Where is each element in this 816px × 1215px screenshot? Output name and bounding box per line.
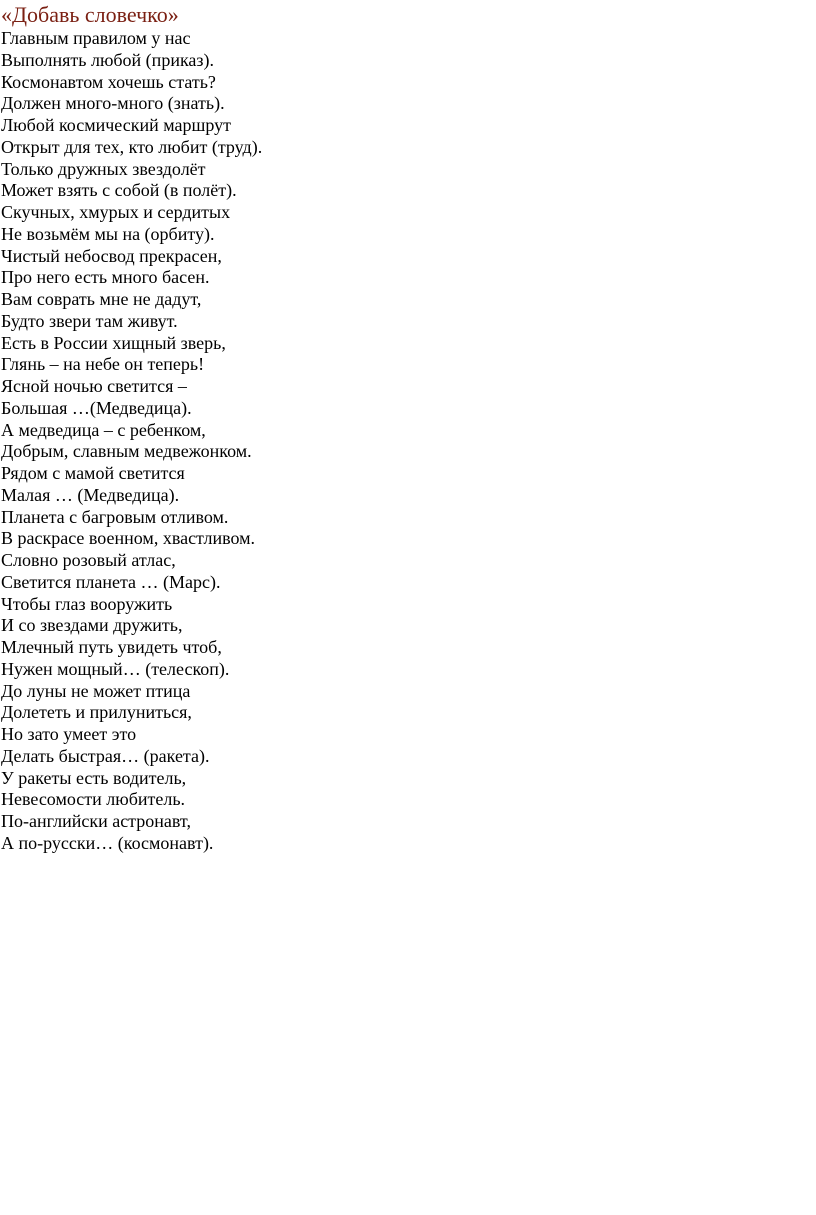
poem-line: Любой космический маршрут	[1, 115, 231, 135]
poem-line: До луны не может птица	[1, 680, 191, 701]
poem-line: Не возьмём мы на (орбиту).	[1, 223, 215, 244]
poem-line: У ракеты есть водитель,	[1, 767, 187, 788]
poem-line: Но зато умеет это	[1, 724, 137, 744]
poem-line: Чтобы глаз вооружить	[1, 593, 173, 614]
poem-line: Будто звери там живут.	[1, 310, 178, 331]
poem-line: Млечный путь увидеть чтоб,	[1, 637, 222, 657]
poem-line: Космонавтом хочешь стать?	[1, 71, 216, 92]
poem-line: Есть в России хищный зверь,	[1, 332, 226, 353]
poem-line: Выполнять любой (приказ).	[1, 49, 215, 70]
poem-line: Невесомости любитель.	[1, 789, 186, 810]
poem-line: Ясной ночью светится –	[1, 376, 187, 396]
poem-line: Долететь и прилуниться,	[1, 702, 192, 723]
poem-line: Добрым, славным медвежонком.	[1, 441, 252, 462]
poem-line: Нужен мощный… (телескоп).	[1, 658, 230, 679]
poem-line: Может взять с собой (в полёт).	[1, 180, 237, 201]
poem-line: Делать быстрая… (ракета).	[1, 745, 210, 766]
poem-line: Словно розовый атлас,	[1, 550, 176, 570]
poem-line: Планета с багровым отливом.	[1, 506, 229, 527]
poem-line: Глянь – на небе он теперь!	[1, 354, 205, 375]
poem-line: Вам соврать мне не дадут,	[1, 289, 202, 309]
poem-line: Главным правилом у нас	[1, 28, 191, 48]
poem-line: Чистый небосвод прекрасен,	[1, 245, 222, 266]
poem-line: Должен много-много (знать).	[1, 93, 225, 114]
poem-line: Рядом с мамой светится	[1, 463, 185, 483]
poem-line: Про него есть много басен.	[1, 267, 210, 288]
poem-line: Скучных, хмурых и сердитых	[1, 202, 231, 222]
poem-line: В раскрасе военном, хвастливом.	[1, 528, 256, 549]
poem-line: Открыт для тех, кто любит (труд).	[1, 136, 263, 157]
poem-line: Светится планета … (Марс).	[1, 571, 221, 592]
document-title: «Добавь словечко»	[1, 2, 179, 27]
poem-line: И со звездами дружить,	[1, 615, 183, 636]
poem-lines	[1, 28, 262, 855]
poem-line: А по-русски… (космонавт).	[1, 832, 214, 853]
poem-line: Малая … (Медведица).	[1, 484, 180, 505]
poem-line: А медведица – с ребенком,	[1, 419, 206, 440]
poem-line: По-английски астронавт,	[1, 811, 191, 831]
poem-line: Большая …(Медведица).	[1, 397, 192, 418]
poem-line: Только дружных звездолёт	[1, 158, 206, 179]
